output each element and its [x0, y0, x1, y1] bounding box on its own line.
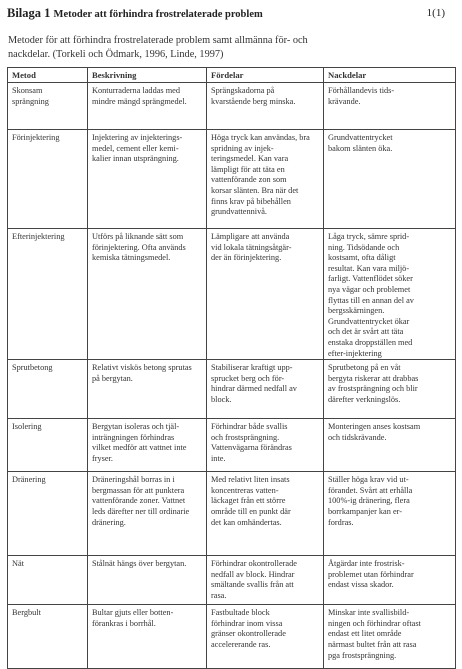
cell-disadvantages — [324, 360, 456, 419]
cell-text-line: Stabiliserar kraftigt upp- — [211, 363, 293, 373]
cell-description — [88, 605, 207, 669]
column-header-description: Beskrivning — [88, 68, 207, 83]
cell-disadvantages — [324, 419, 456, 472]
cell-method — [8, 360, 88, 419]
cell-text-line: Förhållandevis tids- — [328, 86, 395, 95]
cell-text-line: kvarstående berg minska. — [211, 96, 296, 106]
cell-text-line: vilket medför att vattnet inte — [92, 443, 187, 453]
cell-text-line: mindre mängd sprängmedel. — [92, 96, 187, 106]
cell-text-line: Förhindrar okontrollerade — [211, 559, 297, 569]
cell-text-line: Konturraderna laddas med — [92, 86, 181, 95]
cell-text-line: Förinjektering — [12, 133, 60, 142]
cell-text-line: smältande svallis från att — [211, 580, 294, 590]
cell-text-line: Höga tryck kan användas, bra — [211, 133, 310, 142]
cell-text-line: Lämpligare att använda — [211, 232, 290, 241]
cell-text-line: finns krav på bibehållen — [211, 196, 291, 206]
table-row — [8, 83, 456, 130]
cell-text-line: lämpligt för att täta en — [211, 164, 285, 174]
cell-text-line: därefter verkningslös. — [328, 394, 401, 404]
cell-text-line: Bergytan isoleras och tjäl- — [92, 422, 180, 432]
cell-method — [8, 605, 88, 669]
cell-text-line: vattenförande zon som — [211, 175, 287, 185]
cell-text-line: det kan omhändertas. — [211, 517, 282, 527]
cell-text-line: Sprutbetong på en våt — [328, 363, 401, 373]
cell-text-line: ningen och förhindrar oftast — [328, 618, 421, 628]
cell-text-line: hindrar därmed nedfall av — [211, 384, 297, 394]
cell-text-line: endast ett litet område — [328, 629, 402, 639]
cell-advantages — [207, 130, 324, 229]
cell-text-line: förhindrar inom vissa — [211, 618, 283, 628]
cell-text-line: korsar slänten. Bra när det — [211, 185, 299, 195]
cell-text-line: på bergytan. — [92, 373, 133, 383]
cell-text-line: Grundvattentrycket ökar — [328, 316, 410, 326]
table-row — [8, 229, 456, 360]
cell-advantages — [207, 605, 324, 669]
cell-text-line: bergsskärningen. — [328, 306, 385, 316]
cell-text-line: Fastbultade block — [211, 608, 270, 618]
cell-text-line: förankras i borrhål. — [92, 618, 156, 628]
cell-advantages — [207, 472, 324, 556]
cell-text-line: Sprutbetong — [12, 363, 53, 373]
cell-text-line: och tidskrävande. — [328, 432, 387, 442]
cell-method — [8, 229, 88, 360]
cell-text-line: kemiska tätningsmedel. — [92, 253, 171, 263]
cell-text-line: Monteringen anses kostsam — [328, 422, 421, 432]
cell-text-line: vid lokala tätningsåtgär- — [211, 242, 292, 252]
cell-advantages — [207, 83, 324, 130]
table-row — [8, 472, 456, 556]
cell-advantages — [207, 556, 324, 605]
cell-text-line: Dränering — [12, 475, 46, 485]
appendix-heading — [7, 6, 263, 21]
cell-text-line: 100%-ig dränering, flera — [328, 496, 410, 506]
cell-text-line: Grundvattentrycket — [328, 133, 393, 142]
cell-text-line: Åtgärdar inte frostrisk- — [328, 559, 405, 569]
cell-text-line: dränering. — [92, 517, 126, 527]
cell-text-line: Isolering — [12, 422, 42, 432]
column-header-disadvantages: Nackdelar — [324, 68, 456, 83]
cell-description — [88, 229, 207, 360]
cell-advantages — [207, 419, 324, 472]
cell-text-line: spridning av injek- — [211, 143, 274, 153]
cell-text-line: kalier innan utsprängning. — [92, 154, 179, 164]
cell-text-line: koncentreras vatten- — [211, 485, 279, 495]
column-header-advantages: Fördelar — [207, 68, 324, 83]
cell-text-line: efter-injektering — [328, 348, 382, 358]
intro-text — [8, 34, 428, 61]
cell-text-line: område till en punkt där — [211, 506, 291, 516]
cell-disadvantages — [324, 556, 456, 605]
cell-text-line: Låga tryck, sämre sprid- — [328, 232, 410, 241]
cell-text-line: grundvattennivå. — [211, 207, 267, 217]
cell-text-line: kostsamt, ofta dåligt — [328, 253, 396, 263]
cell-text-line: Förhindrar både svallis — [211, 422, 288, 432]
cell-text-line: Injektering av injekterings- — [92, 133, 183, 142]
cell-text-line: sprucket berg och för- — [211, 373, 285, 383]
cell-text-line: pga frostsprängning. — [328, 650, 397, 660]
cell-text-line: närmast bultet från att rasa — [328, 639, 417, 649]
cell-text-line: Relativt viskös betong sprutas — [92, 363, 192, 373]
cell-text-line: inträngningen förhindras — [92, 432, 175, 442]
table-body — [8, 83, 456, 669]
cell-text-line: bergyta riskerar att drabbas — [328, 373, 419, 383]
table-row — [8, 556, 456, 605]
cell-text-line: Vattenvägarna förändras — [211, 443, 292, 453]
appendix-label: Bilaga 1 — [7, 6, 51, 20]
cell-text-line: fordras. — [328, 517, 354, 527]
cell-text-line: ning. Tidsödande och — [328, 242, 400, 252]
cell-disadvantages — [324, 229, 456, 360]
cell-text-line: endast vissa skador. — [328, 580, 394, 590]
cell-text-line: medel, cement eller kemi- — [92, 143, 179, 153]
cell-method — [8, 472, 88, 556]
cell-text-line: accelererande ras. — [211, 639, 271, 649]
cell-text-line: teringsmedel. Kan vara — [211, 154, 289, 164]
page-number: 1(1) — [426, 7, 445, 19]
cell-method — [8, 419, 88, 472]
cell-text-line: Sprängskadorna på — [211, 86, 275, 95]
cell-text-line: förandet. Svårt att erhålla — [328, 485, 413, 495]
cell-text-line: problemet utan förhindrar — [328, 569, 414, 579]
cell-description — [88, 556, 207, 605]
cell-text-line: Dräneringshål borras in i — [92, 475, 175, 485]
cell-method — [8, 130, 88, 229]
cell-text-line: Skonsam — [12, 86, 43, 95]
cell-description — [88, 360, 207, 419]
intro-line: Metoder för att förhindra frostrelaterade problem samt allmänna för- och — [8, 35, 308, 46]
cell-text-line: flyttas till en annan del av — [328, 295, 414, 305]
intro-line: nackdelar. (Torkeli och Ödmark, 1996, Linde, 1997) — [8, 48, 224, 60]
cell-text-line: bakom slänten öka. — [328, 143, 393, 153]
cell-text-line: Efterinjektering — [12, 232, 65, 241]
cell-text-line: block. — [211, 394, 232, 404]
cell-text-line: Ställer höga krav vid ut- — [328, 475, 409, 485]
cell-text-line: fryser. — [92, 453, 113, 463]
cell-text-line: sprängning — [12, 96, 49, 106]
cell-description — [88, 83, 207, 130]
cell-text-line: Minskar inte svallisbild- — [328, 608, 410, 618]
cell-text-line: Nät — [12, 559, 24, 569]
cell-advantages — [207, 229, 324, 360]
cell-text-line: vattenförande zoner. Vattnet — [92, 496, 186, 506]
cell-text-line: inte. — [211, 453, 226, 463]
table-row — [8, 360, 456, 419]
cell-text-line: Bultar gjuts eller botten- — [92, 608, 174, 618]
cell-disadvantages — [324, 83, 456, 130]
cell-text-line: nedfall av block. Hindrar — [211, 569, 295, 579]
column-header-method: Metod — [8, 68, 88, 83]
table-header-row — [8, 68, 456, 83]
cell-text-line: farligt. Vattenflödet söker — [328, 274, 413, 284]
cell-text-line: leds därefter ner till ordinarie — [92, 506, 190, 516]
cell-text-line: och det är svårt att täta — [328, 327, 404, 337]
document-title: Metoder att förhindra frostrelaterade problem — [53, 9, 263, 20]
cell-method — [8, 83, 88, 130]
cell-text-line: rasa. — [211, 590, 227, 600]
cell-text-line: resultat. Kan vara miljö- — [328, 263, 410, 273]
cell-advantages — [207, 360, 324, 419]
cell-disadvantages — [324, 605, 456, 669]
cell-description — [88, 472, 207, 556]
cell-text-line: nya vägar och problemet — [328, 284, 411, 294]
cell-text-line: förinjektering. Ofta används — [92, 242, 186, 252]
methods-table — [7, 67, 456, 669]
cell-text-line: bergmassan för att punktera — [92, 485, 185, 495]
cell-method — [8, 556, 88, 605]
document-header — [7, 6, 457, 22]
cell-disadvantages — [324, 130, 456, 229]
cell-text-line: Med relativt liten insats — [211, 475, 290, 485]
cell-text-line: av frostsprängning och blir — [328, 384, 418, 394]
cell-text-line: der än förinjektering. — [211, 253, 282, 263]
table-row — [8, 605, 456, 669]
table-row — [8, 419, 456, 472]
cell-text-line: borrkampanjer kan er- — [328, 506, 403, 516]
cell-text-line: Bergbult — [12, 608, 41, 618]
cell-text-line: läckaget från ett större — [211, 496, 286, 506]
cell-description — [88, 419, 207, 472]
cell-disadvantages — [324, 472, 456, 556]
table-row — [8, 130, 456, 229]
cell-text-line: Utförs på liknande sätt som — [92, 232, 184, 241]
cell-text-line: och frostsprängning. — [211, 432, 280, 442]
cell-text-line: Stålnät hängs över bergytan. — [92, 559, 187, 569]
cell-text-line: krävande. — [328, 96, 361, 106]
cell-text-line: gränser okontrollerade — [211, 629, 286, 639]
cell-text-line: enstaka droppställen med — [328, 337, 413, 347]
cell-description — [88, 130, 207, 229]
